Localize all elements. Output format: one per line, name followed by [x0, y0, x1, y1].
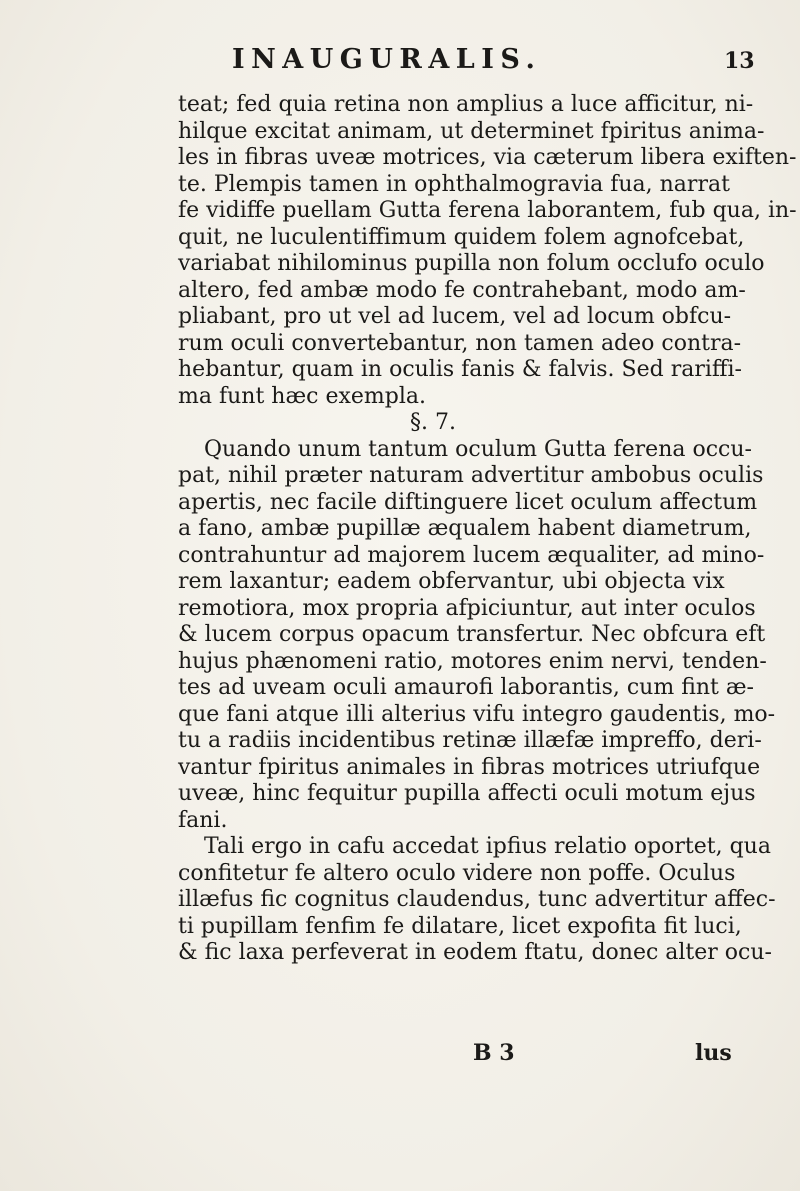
text-line: hujus phænomeni ratio, motores enim nervi, tenden- — [178, 648, 767, 674]
catchword: lus — [695, 1040, 732, 1066]
text-line: vantur fpiritus animales in fibras motrices utriufque — [178, 754, 761, 780]
text-line: fani. — [178, 807, 228, 833]
text-line: pat, nihil præter naturam advertitur ambobus oculis — [178, 463, 764, 488]
body-text — [178, 92, 797, 967]
text-line: altero, fed ambæ modo fe contrahebant, modo am- — [178, 277, 746, 303]
text-line: & lucem corpus opacum transfertur. Nec obfcura eft — [178, 622, 766, 647]
text-line: uveæ, hinc fequitur pupilla affecti oculi motum ejus — [178, 781, 756, 806]
page-footer — [0, 1040, 800, 1072]
running-title: INAUGURALIS. — [232, 44, 542, 75]
text-line: rum oculi convertebantur, non tamen adeo contra- — [178, 330, 742, 356]
text-line: les in fibras uveæ motrices, via cæterum libera exiften- — [178, 145, 797, 170]
text-line: Quando unum tantum oculum Gutta ferena occu- — [204, 436, 752, 462]
text-line: variabat nihilominus pupilla non folum occlufo oculo — [178, 251, 765, 276]
text-line: contrahuntur ad majorem lucem æqualiter, ad mino- — [178, 542, 765, 568]
text-line: rem laxantur; eadem obfervantur, ubi objecta vix — [178, 569, 725, 594]
text-line: apertis, nec facile diftinguere licet oculum affectum — [178, 489, 758, 515]
text-line: remotiora, mox propria afpiciuntur, aut inter oculos — [178, 595, 756, 621]
text-line: hebantur, quam in oculis fanis & falvis. Sed rariffi- — [178, 357, 742, 382]
text-line: ti pupillam fenfim fe dilatare, licet expofita fit luci, — [178, 913, 742, 939]
text-line: a fano, ambæ pupillæ æqualem habent diametrum, — [178, 516, 752, 541]
text-line: hilque excitat animam, ut determinet fpiritus anima- — [178, 118, 765, 144]
text-line: illæfus fic cognitus claudendus, tunc advertitur affec- — [178, 887, 776, 912]
text-line: quit, ne luculentiffimum quidem folem agnofcebat, — [178, 224, 745, 250]
text-line: te. Plempis tamen in ophthalmogravia fua, narrat — [178, 171, 730, 197]
text-line: & fic laxa perfeverat in eodem ftatu, donec alter ocu- — [178, 940, 772, 965]
text-line: Tali ergo in cafu accedat ipfius relatio oportet, qua — [204, 834, 771, 859]
text-line: confitetur fe altero oculo videre non poffe. Oculus — [178, 860, 736, 886]
text-line: ma funt hæc exempla. — [178, 383, 426, 409]
signature-mark: B 3 — [473, 1040, 515, 1066]
text-line: que fani atque illi alterius vifu integro gaudentis, mo- — [178, 701, 776, 727]
page-number: 13 — [724, 48, 755, 74]
text-line: tu a radiis incidentibus retinæ illæfæ impreffo, deri- — [178, 728, 762, 753]
text-line: fe vidiffe puellam Gutta ferena laborantem, fub qua, in- — [178, 198, 797, 223]
text-line: pliabant, pro ut vel ad lucem, vel ad locum obfcu- — [178, 304, 732, 329]
page-header — [0, 44, 800, 84]
text-line: tes ad uveam oculi amaurofi laborantis, cum fint æ- — [178, 675, 754, 700]
text-line: teat; fed quia retina non amplius a luce afficitur, ni- — [178, 92, 754, 117]
section-heading: §. 7. — [410, 410, 456, 435]
